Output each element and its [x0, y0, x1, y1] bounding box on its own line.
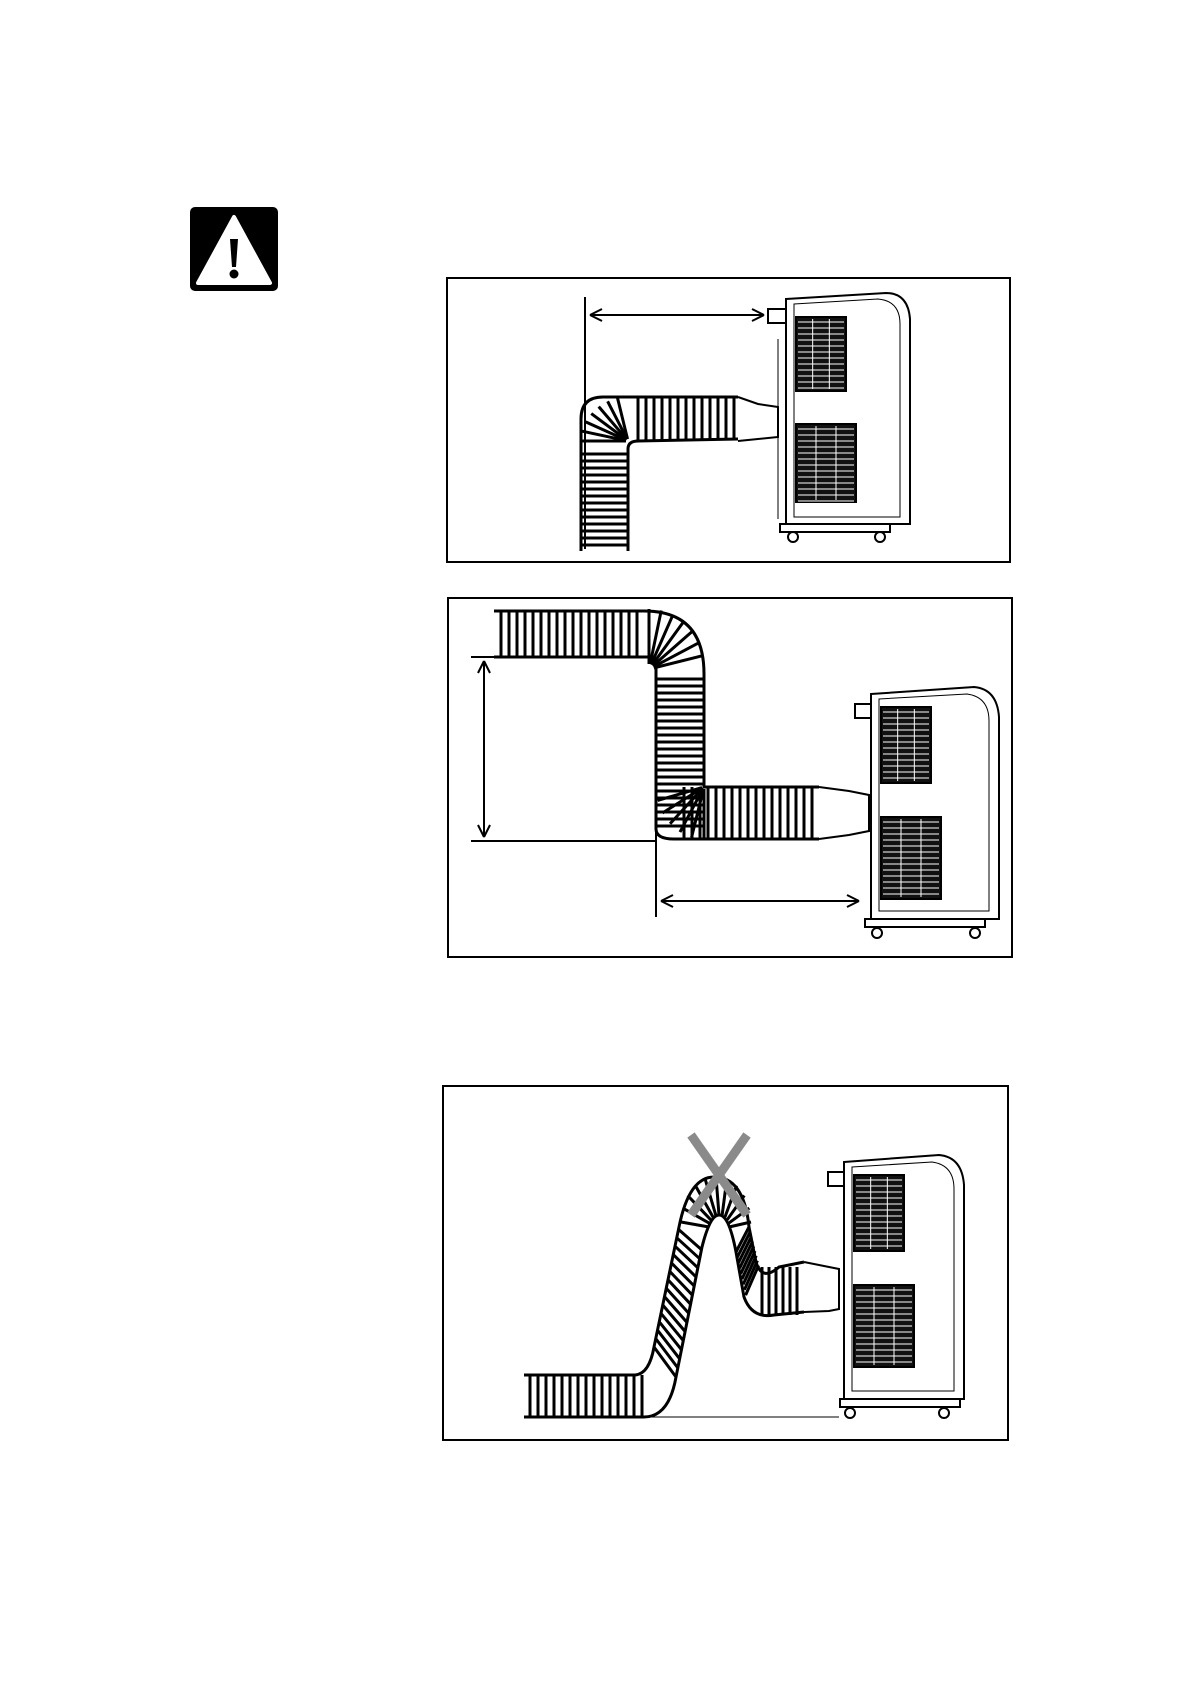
lower-grille	[854, 1285, 914, 1367]
lower-grille	[796, 424, 856, 502]
upper-grille	[881, 707, 931, 783]
air-conditioner-unit	[828, 1155, 964, 1418]
warning-triangle-icon	[190, 207, 278, 291]
figure-hose-incorrect-bend	[442, 1085, 1009, 1441]
warning-icon	[190, 207, 278, 291]
hose-drawing	[494, 609, 869, 839]
hose-drawing	[524, 1177, 839, 1417]
air-conditioner-unit	[855, 687, 999, 938]
air-conditioner-unit	[768, 293, 910, 542]
figure-hose-vertical-horizontal	[447, 597, 1013, 958]
upper-grille	[796, 317, 846, 391]
figure-hose-horizontal	[446, 277, 1011, 563]
lower-grille	[881, 817, 941, 899]
upper-grille	[854, 1175, 904, 1251]
hose-drawing	[581, 397, 778, 551]
